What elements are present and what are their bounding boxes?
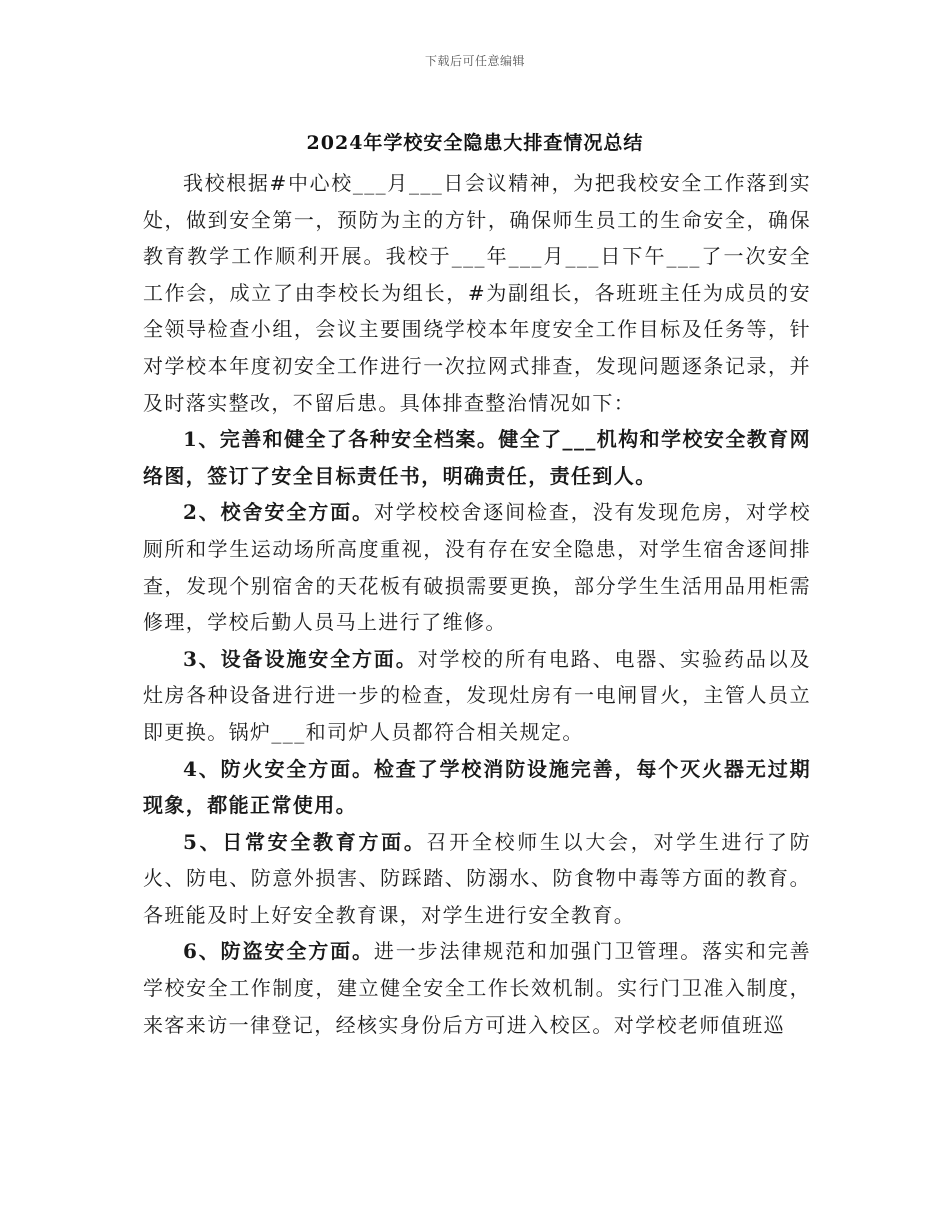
- paragraph-lead: 2、校舍安全方面。: [183, 500, 374, 525]
- paragraph-lead: 4、防火安全方面。检查了学校消防设施完善，每个灭火器无过期现象，都能正常使用。: [143, 756, 811, 818]
- paragraph-text: 召开全校师生以大会，对学生进行了防火、防电、防意外损害、防踩踏、防溺水、防食物中毒等方面的教育。各班能及时上好安全教育课，对学生进行安全教育。: [143, 829, 811, 927]
- paragraph-text: 对学校校舍逐间检查，没有发现危房，对学校厕所和学生运动场所高度重视，没有存在安全隐患，对学生宿舍逐间排查，发现个别宿舍的天花板有破损需要更换，部分学生生活用品用柜需修理，学校后勤人员马上进行了维修。: [143, 500, 811, 635]
- paragraph-lead: 6、防盗安全方面。: [183, 939, 374, 964]
- paragraph-daily-education: [143, 824, 811, 934]
- paragraph-theft-prevention: [143, 933, 811, 1043]
- paragraph-text: 进一步法律规范和加强门卫管理。落实和完善学校安全工作制度，建立健全安全工作长效机制。实行门卫准入制度，来客来访一律登记，经核实身份后方可进入校区。对学校老师值班巡: [143, 939, 811, 1037]
- paragraph-lead: 5、日常安全教育方面。: [183, 829, 427, 854]
- document-title: 2024年学校安全隐患大排查情况总结: [306, 132, 644, 154]
- paragraph-lead: 3、设备设施安全方面。: [183, 646, 418, 671]
- paragraph-intro: [143, 165, 811, 421]
- header-note: 下载后可任意编辑: [424, 54, 525, 68]
- document-body: [143, 165, 811, 1043]
- paragraph-fire-safety: [143, 751, 811, 824]
- paragraph-safety-archives: [143, 421, 811, 494]
- paragraph-lead: 1、完善和健全了各种安全档案。健全了___机构和学校安全教育网络图，签订了安全目标责任书，明确责任，责任到人。: [143, 427, 811, 488]
- paragraph-building-safety: [143, 494, 811, 640]
- paragraph-text: 我校根据#中心校___月___日会议精神，为把我校安全工作落到实处，做到安全第一，预防为主的方针，确保师生员工的生命安全，确保教育教学工作顺利开展。我校于___年___月___日下午___了一次安全工作会，成立了由李校长为组长，#为副组长，各班班主任为成员的安全领导检查小组，会议主要围绕学校本年度安全工作目标及任务等，针对学校本年度初安全工作进行一次拉网式排查，发现问题逐条记录，并及时落实整改，不留后患。具体排查整治情况如下：: [143, 171, 811, 415]
- paragraph-equipment-safety: [143, 641, 811, 751]
- paragraph-text: 对学校的所有电路、电器、实验药品以及灶房各种设备进行进一步的检查，发现灶房有一电闸冒火，主管人员立即更换。锅炉___和司炉人员都符合相关规定。: [143, 646, 811, 744]
